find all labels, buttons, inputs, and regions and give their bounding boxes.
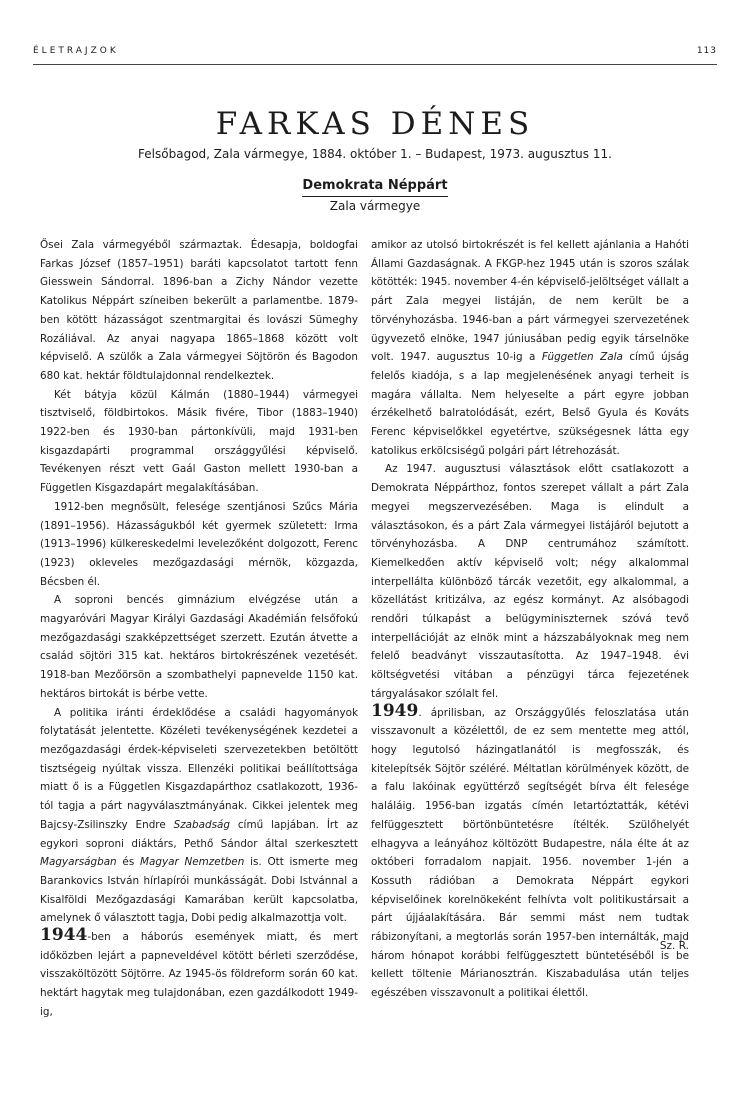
author-signature: Sz. R. bbox=[659, 940, 689, 952]
left-column bbox=[40, 236, 358, 1022]
paragraph: A soproni bencés gimnázium elvégzése után a magyaróvári Magyar Királyi Gazdasági Akadémián felsőfokú mezőgazdasági szakképzettséget szerzett. Ezután átvette a család söjtöri 315 kat. hektáros birtokrészének vezetését. 1918-ban Mezőörsön a szombathelyi papnevelde 1150 kat. hektáros birtokát is bérbe vette. bbox=[40, 594, 358, 700]
paragraph: Az 1947. augusztusi választások előtt csatlakozott a Demokrata Néppárthoz, fontos szerepet vállalt a párt Zala megyei megszervezésében. Maga is elindult a választásokon, és a párt Zala vármegyei listájáról bejutott a törvényhozásba. A DNP centrumához számított. Kiemelkedően aktív képviselő volt; négy alkalommal interpellálta különböző tárcák vezetőit, egy alkalommal, a közellátást kritizálva, az egész kormányt. Az alsóbagodi rendőri túlkapást a belügyminiszternek szóvá tevő interpellációját az elnök mint a házszabályoknak meg nem felelő beadványt visszautasította. Az 1947–1948. évi költségvetési vitában a pénzügyi tárca fejezetének tárgyalásakor szólalt fel. bbox=[371, 463, 689, 700]
italic-title: Magyarságban bbox=[40, 856, 117, 869]
county-name: Zala vármegye bbox=[329, 199, 421, 213]
paragraph bbox=[40, 704, 358, 928]
paragraph: Ősei Zala vármegyéből származtak. Édesapja, boldogfai Farkas József (1857–1951) baráti kapcsolatot tartott fenn Giesswein Sándorral. 1896-ban a Zichy Nándor vezette Katolikus Néppárt színeiben bekerült a parlamentbe. 1879-ben kötött házasságot szentmargitai és lovászi Sümeghy Rozáliával. Az anyai nagyapa 1865–1868 között volt képviselő. A szülők a Zala vármegyei Söjtörön és Bagodon 680 kat. hektár földtulajdonnal rendelkeztek. bbox=[40, 239, 358, 382]
header-rule bbox=[33, 64, 717, 65]
text-run: A politika iránti érdeklődése a családi hagyományok folytatását jelentette. Közéleti tevékenységének kezdetei a mezőgazdasági érdek-képviseleti szervezetekben betöltött tisztségeig nyúltak vissza. Ellenzéki politikai beállítottsága miatt ő is a Független Kisgazdapárthoz csatlakozott, 1936-tól tagja a párt nagyválasztmányának. Cikkei jelentek meg Bajcsy-Zsilinszky Endre bbox=[40, 706, 358, 831]
paragraph bbox=[371, 236, 689, 460]
party-underline bbox=[302, 196, 448, 197]
text-run: amikor az utolsó birtokrészét is fel kellett ajánlania a Hahóti Állami Gazdaságnak. A FKGP-hez 1945 után is szoros szálak kötötték: 1945. november 4-én képviselő-jelöltséget vállalt a párt Zala megyei listáján, de nem került be a törvényhozásba. 1946-ban a párt vármegyei szervezetének ügyvezető elnöke, 1947 júniusában pedig egyik társelnöke volt. 1947. augusztus 10-ig a bbox=[371, 239, 689, 364]
page-number: 113 bbox=[696, 46, 717, 56]
text-run: és bbox=[116, 856, 141, 869]
italic-title: Független Zala bbox=[541, 351, 623, 364]
paragraph: 1912-ben megnősült, felesége szentjánosi Szűcs Mária (1891–1956). Házasságukból két gyermek született: Irma (1913–1996) külkereskedelmi levelezőként dolgozott, Ferenc (1923) okleveles mezőgazdasági mérnök, közgazda, Bécsben él. bbox=[40, 500, 358, 588]
running-head bbox=[33, 46, 717, 60]
life-dates: Felsőbagod, Zala vármegye, 1884. október 1. – Budapest, 1973. augusztus 11. bbox=[138, 147, 612, 161]
paragraph bbox=[371, 700, 689, 1003]
right-column bbox=[371, 236, 689, 1003]
text-run: című újság felelős kiadója, s a lap megjelenésének anyagi terheit is magára vállalta. Nem helyeselte a párt egyre jobban érzékelhető balratolódását, ezért, Belső Gyula és Kováts Ferenc képviselőkkel egyetértve, szükségesnek látta egy katolikus erkölcsiségű polgári párt létrehozását. bbox=[371, 351, 689, 457]
paragraph bbox=[40, 925, 358, 1022]
italic-title: Szabadság bbox=[173, 818, 230, 831]
text-run: című lapjában. Írt az egykori soproni diáktárs, Pethő Sándor által szerkesztett bbox=[40, 818, 358, 850]
page-title: FARKAS DÉNES bbox=[215, 106, 535, 142]
year-heading: 1944 bbox=[40, 925, 88, 946]
text-run: . áprilisban, az Országgyűlés feloszlatása után visszavonult a közélettől, de ez sem mentette meg attól, hogy legutolsó házingatlanától is megfosszák, és kitelepítsék Söjtör széléré. Méltatlan körülmények között, de a falu lakóinak együttérző segítségét bírva élt felesége haláláig. 1956-ban izgatás címén letartóztatták, kétévi felfüggesztett börtönbüntetésre ítélték. Szülőhelyét elhagyva a leányához költözött Budapestre, nála élte át az októberi forradalom napjait. 1956. november 1-jén a Kossuth rádióban a Demokrata Néppárt egykori képviselőinek korelnökeként felhívta volt politikustársait a párt újjáalakítására. Bár semmi mást nem tudtak rábizonyítani, a megtorlás során 1957-ben internálták, majd három hónapot korábbi felfüggesztett büntetéséből is be kellett töltenie Márianosztrán. Kiszabadulása után teljes egészében visszavonult a politikai élettől. bbox=[371, 706, 689, 1000]
year-heading: 1949 bbox=[371, 700, 419, 721]
party-name: Demokrata Néppárt bbox=[302, 178, 448, 193]
section-title: ÉLETRAJZOK bbox=[33, 46, 119, 56]
italic-title: Magyar Nemzetben bbox=[140, 856, 245, 869]
text-run: is. Ott ismerte meg Barankovics István hírlapírói munkásságát. Dobi Istvánnal a Kisalföldi Mezőgazdasági Kamarában került kapcsolatba, amelynek ő választott tagja, Dobi pedig alkalmazottja volt. bbox=[40, 856, 358, 925]
text-run: -ben a háborús események miatt, és mert időközben lejárt a papneveldével kötött bérleti szerződése, visszaköltözött Söjtörre. Az 1945-ös földreform során 60 kat. hektárt hagytak meg tulajdonában, ezen gazdálkodott 1949-ig, bbox=[40, 931, 358, 1018]
paragraph: Két bátyja közül Kálmán (1880–1944) vármegyei tisztviselő, földbirtokos. Másik fivére, Tibor (1883–1940) 1922-ben és 1930-ban pártonkívüli, majd 1931-ben kisgazdapárti programmal országgyűlési képviselő. Tevékenyen részt vett Gaál Gaston mellett 1930-ban a Független Kisgazdapárt megalakításában. bbox=[40, 388, 358, 495]
